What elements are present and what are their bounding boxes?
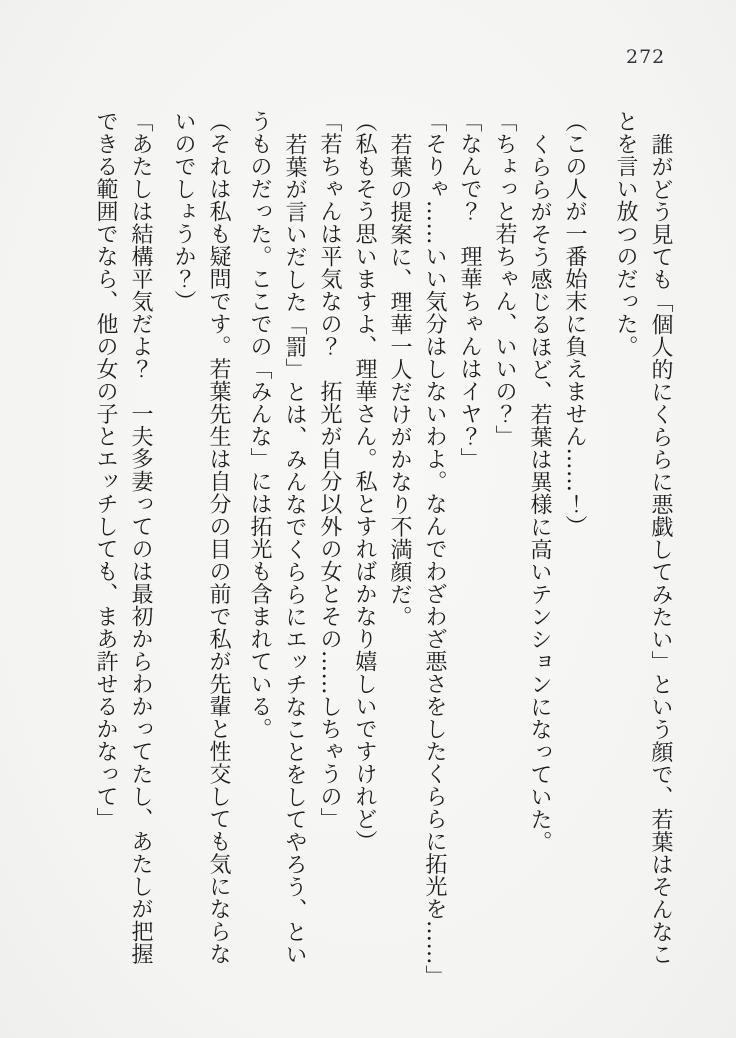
text-column: 若葉の提案に、理華一人だけがかなり不満顔だ。 xyxy=(387,133,412,628)
text-column: 「そりゃ……いい気分はしないわよ。なんでわざわざ悪さをしたくららに拓光を……」 xyxy=(422,110,447,988)
text-column: （この人が一番始末に負えません……！） xyxy=(562,110,587,538)
vertical-text-block xyxy=(88,110,678,1000)
text-column: 誰がどう見ても「個人的にくららに悪戯してみたい」という顔で、若葉はそんなこ xyxy=(648,133,673,966)
text-column: いのでしょうか？） xyxy=(171,110,196,313)
text-column: （私もそう思いますよ、理華さん。私とすればかなり嬉しいですけれど） xyxy=(352,110,377,853)
text-column: 「ちょっと若ちゃん、いいの？」 xyxy=(492,110,517,448)
text-column: 「なんで？ 理華ちゃんはイヤ？」 xyxy=(457,110,482,470)
page-number: 272 xyxy=(626,46,666,68)
text-column: くららがそう感じるほど、若葉は異様に高いテンションになっていた。 xyxy=(527,133,552,853)
text-column: 若葉が言いだした「罰」とは、みんなでくららにエッチなことをしてやろう、とい xyxy=(282,133,307,966)
text-column: うものだった。ここでの「みんな」には拓光も含まれている。 xyxy=(247,110,272,740)
text-column: とを言い放つのだった。 xyxy=(613,110,638,358)
text-column: できる範囲でなら、他の女の子とエッチしても、まあ許せるかなって」 xyxy=(93,110,118,830)
text-column: 「あたしは結構平気だよ？ 一夫多妻ってのは最初からわかってたし、あたしが把握 xyxy=(128,110,153,965)
text-column: 「若ちゃんは平気なの？ 拓光が自分以外の女とその……しちゃうの」 xyxy=(317,110,342,830)
text-column: （それは私も疑問です。若葉先生は自分の目の前で私が先輩と性交しても気にならな xyxy=(206,110,231,965)
